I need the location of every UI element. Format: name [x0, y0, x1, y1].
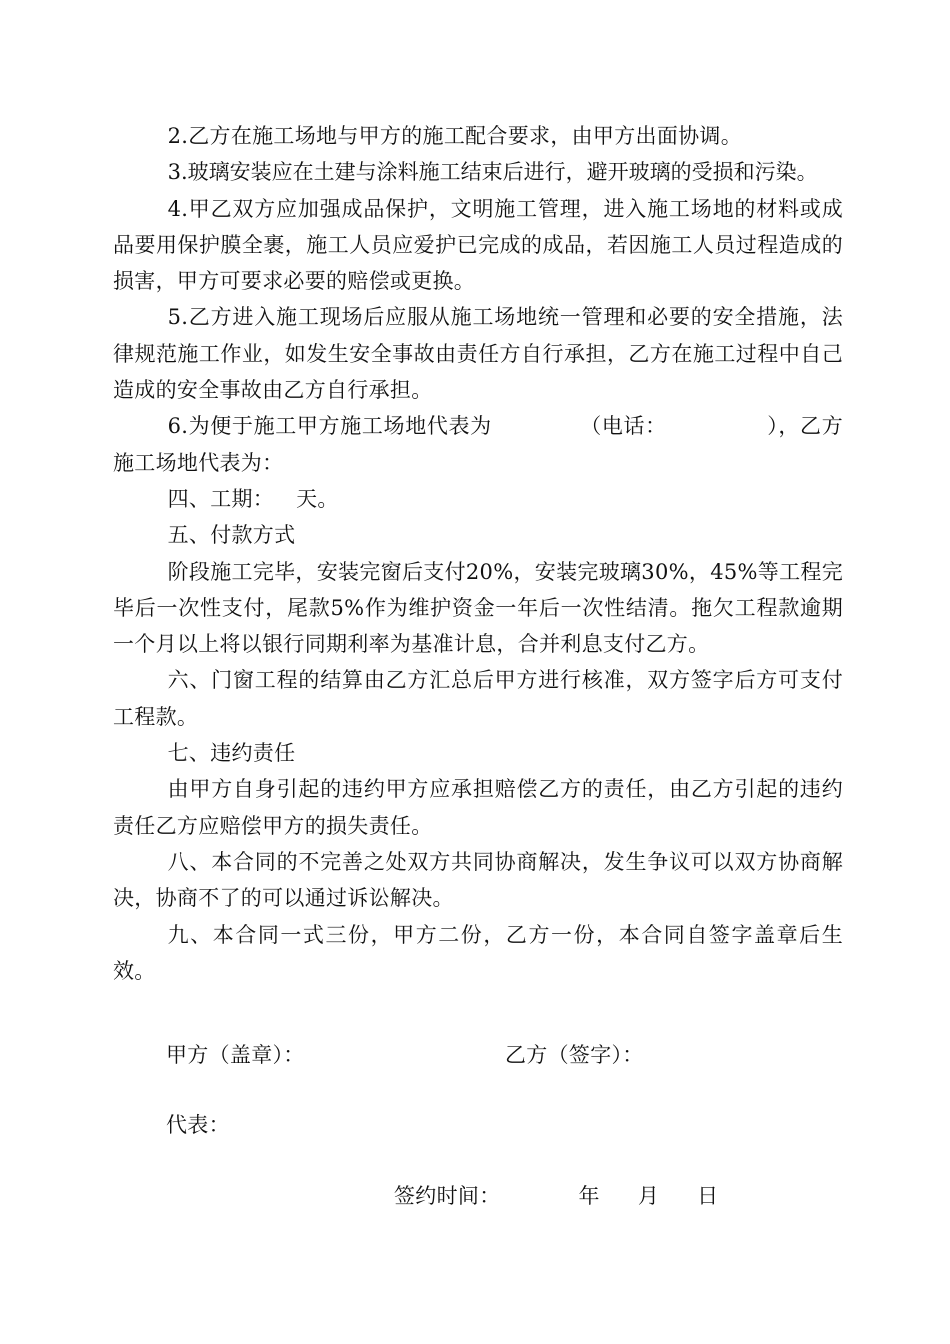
section-7-heading: 七、违约责任 [167, 741, 296, 766]
date-year: 年 [578, 1184, 600, 1208]
clause-6 [113, 408, 843, 481]
section-5-heading: 五、付款方式 [167, 523, 296, 548]
section-4-duration [113, 481, 843, 517]
section-9-copies: 九、本合同一式三份，甲方二份，乙方一份，本合同自签字盖章后生效。 [113, 922, 843, 983]
clause-3: 3.玻璃安装应在土建与涂料施工结束后进行，避开玻璃的受损和污染。 [167, 160, 818, 185]
clause-6-text-b: （电话： [579, 414, 667, 439]
clause-4: 4.甲乙双方应加强成品保护，文明施工管理，进入施工场地的材料或成品要用保护膜全裹，施工人员应爱护已完成的成品，若因施工人员过程造成的损害，甲方可要求必要的赔偿或更换。 [113, 196, 843, 294]
clause-6-text-a: 6.为便于施工甲方施工场地代表为 [167, 414, 492, 439]
section-8-disputes: 八、本合同的不完善之处双方共同协商解决，发生争议可以双方协商解决，协商不了的可以通过诉讼解决。 [113, 849, 843, 911]
party-b-sign-label: 乙方（签字）： [505, 1043, 644, 1067]
clause-5: 5.乙方进入施工现场后应服从施工场地统一管理和必要的安全措施，法律规范施工作业，如发生安全事故由责任方自行承担，乙方在施工过程中自己造成的安全事故由乙方自行承担。 [113, 305, 843, 403]
representative-label: 代表： [166, 1113, 230, 1137]
payment-terms: 阶段施工完毕，安装完窗后支付20%，安装完玻璃30%，45%等工程完毕后一次性支付，尾款5%作为维护资金一年后一次性结清。拖欠工程款逾期一个月以上将以银行同期利率为基准计息，合并利息支付乙方。 [113, 559, 843, 657]
contract-body [113, 118, 843, 989]
signing-date-label: 签约时间： [394, 1184, 501, 1208]
breach-liability: 由甲方自身引起的违约甲方应承担赔偿乙方的责任，由乙方引起的违约责任乙方应赔偿甲方的损失责任。 [113, 777, 843, 838]
signing-date [394, 1181, 718, 1211]
section-6-settlement: 六、门窗工程的结算由乙方汇总后甲方进行核准，双方签字后方可支付工程款。 [113, 668, 843, 729]
clause-2: 2.乙方在施工场地与甲方的施工配合要求，由甲方出面协调。 [167, 124, 743, 148]
date-day: 日 [697, 1184, 719, 1208]
duration-unit: 天。 [296, 486, 339, 511]
party-a-seal-label: 甲方（盖章）： [166, 1043, 305, 1067]
duration-label: 四、工期： [167, 486, 275, 511]
clause-6-text-c: ），乙方施工场地代表为： [113, 414, 844, 475]
date-month: 月 [637, 1184, 660, 1208]
